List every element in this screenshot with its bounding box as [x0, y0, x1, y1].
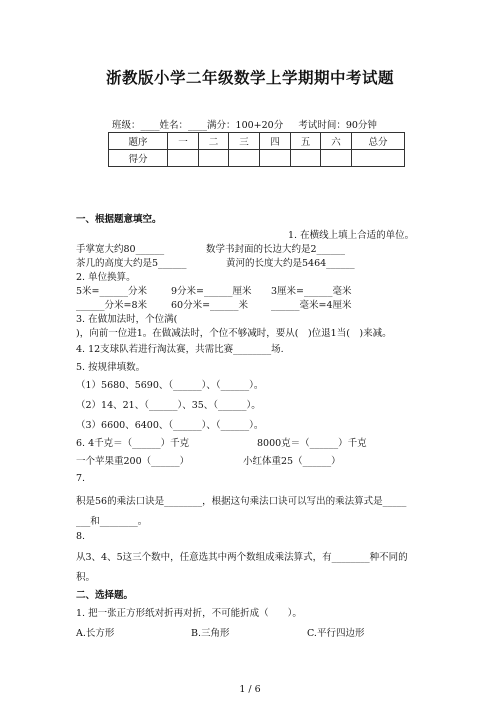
- q2-item: ______分米=8米: [76, 300, 148, 311]
- q5-item: （2）14、21、（______）、35、（______）。: [76, 400, 261, 411]
- q4-text: 4. 12支球队若进行淘汰赛，共需比赛________场.: [76, 344, 284, 355]
- exam-info-line: [112, 117, 377, 131]
- q3-line: )，向前一位进1。在做减法时，个位不够减时，要从( )位退1当( )来减。: [76, 328, 392, 339]
- q2-item: 5米=______分米: [76, 286, 148, 297]
- score-cell[interactable]: [168, 150, 199, 167]
- score-table-header-cell: 四: [260, 133, 291, 150]
- q1-item: 数学书封面的长边大约是2______: [206, 244, 346, 255]
- q2-item: 60分米=______米: [171, 300, 249, 311]
- score-cell[interactable]: [291, 150, 321, 167]
- score-cell[interactable]: [260, 150, 291, 167]
- score-table: [108, 132, 405, 167]
- q1-intro: 1. 在横线上填上合适的单位。: [288, 230, 415, 241]
- score-cell[interactable]: [321, 150, 352, 167]
- q1-item: 茶几的高度大约是5______: [76, 258, 187, 269]
- score-cell[interactable]: [352, 150, 405, 167]
- score-table-header-cell: 六: [321, 133, 352, 150]
- q8-number: 8.: [76, 531, 86, 542]
- q8-line: 积。: [76, 572, 96, 583]
- q5-item: （1）5680、5690、（______）、（______）。: [76, 380, 264, 391]
- document-title: 浙教版小学二年级数学上学期期中考试题: [105, 68, 394, 87]
- q2-item: 9分米=______厘米: [171, 286, 252, 297]
- q6-item: 8000克＝（______）千克: [257, 438, 367, 449]
- q3-line: 3. 在做加法时，个位满(: [76, 314, 178, 325]
- score-cell[interactable]: [199, 150, 229, 167]
- score-table-header-row: [109, 133, 405, 150]
- score-table-score-row: [109, 150, 405, 167]
- q1-item: 黄河的长度大约是5464______: [226, 258, 355, 269]
- q5-item: （3）6600、6400、（______）、（______）。: [76, 420, 264, 431]
- exam-time-label: 考试时间：90分钟: [298, 120, 377, 131]
- choice-option[interactable]: C.平行四边形: [307, 628, 365, 639]
- q8-line: 从3、4、5这三个数中，任意选其中两个数组成乘法算式，有________种不同的: [76, 552, 408, 563]
- full-score-label: 满分：100+20分: [207, 120, 284, 131]
- score-table-header-cell: 二: [199, 133, 229, 150]
- section1-heading: 一、根据题意填空。: [76, 214, 162, 225]
- q1-item: 手掌宽大约80______: [76, 244, 165, 255]
- q2-item: ______毫米=4厘米: [271, 300, 352, 311]
- q2-item: 3厘米=______毫米: [271, 286, 352, 297]
- q6-item: 6. 4千克＝（______）千克: [76, 438, 190, 449]
- q7-line: ___和________。: [76, 516, 148, 527]
- choice-option[interactable]: B.三角形: [191, 628, 230, 639]
- score-table-header-cell: 一: [168, 133, 199, 150]
- q6-item: 小红体重25（______）: [243, 456, 341, 467]
- class-label: 班级：____: [112, 120, 160, 131]
- score-cell[interactable]: [229, 150, 260, 167]
- score-table-header-cell: 题序: [109, 133, 168, 150]
- q5-intro: 5. 按规律填数。: [76, 362, 146, 373]
- q7-number: 7.: [76, 473, 86, 484]
- score-row-label: 得分: [109, 150, 168, 167]
- q6-item: 一个苹果重200（______）: [76, 456, 190, 467]
- section2-heading: 二、选择题。: [76, 590, 134, 601]
- score-table-header-cell: 总分: [352, 133, 405, 150]
- choice-option[interactable]: A.长方形: [76, 628, 115, 639]
- page-number: 1 / 6: [239, 684, 261, 695]
- score-table-header-cell: 五: [291, 133, 321, 150]
- score-table-header-cell: 三: [229, 133, 260, 150]
- name-label: 姓名：____: [159, 120, 208, 131]
- q7-line: 积是56的乘法口诀是________，根据这句乘法口诀可以写出的乘法算式是_____: [76, 496, 407, 507]
- q2-intro: 2. 单位换算。: [76, 272, 136, 283]
- choice-question: 1. 把一张正方形纸对折再对折，不可能折成（ ）。: [76, 608, 302, 619]
